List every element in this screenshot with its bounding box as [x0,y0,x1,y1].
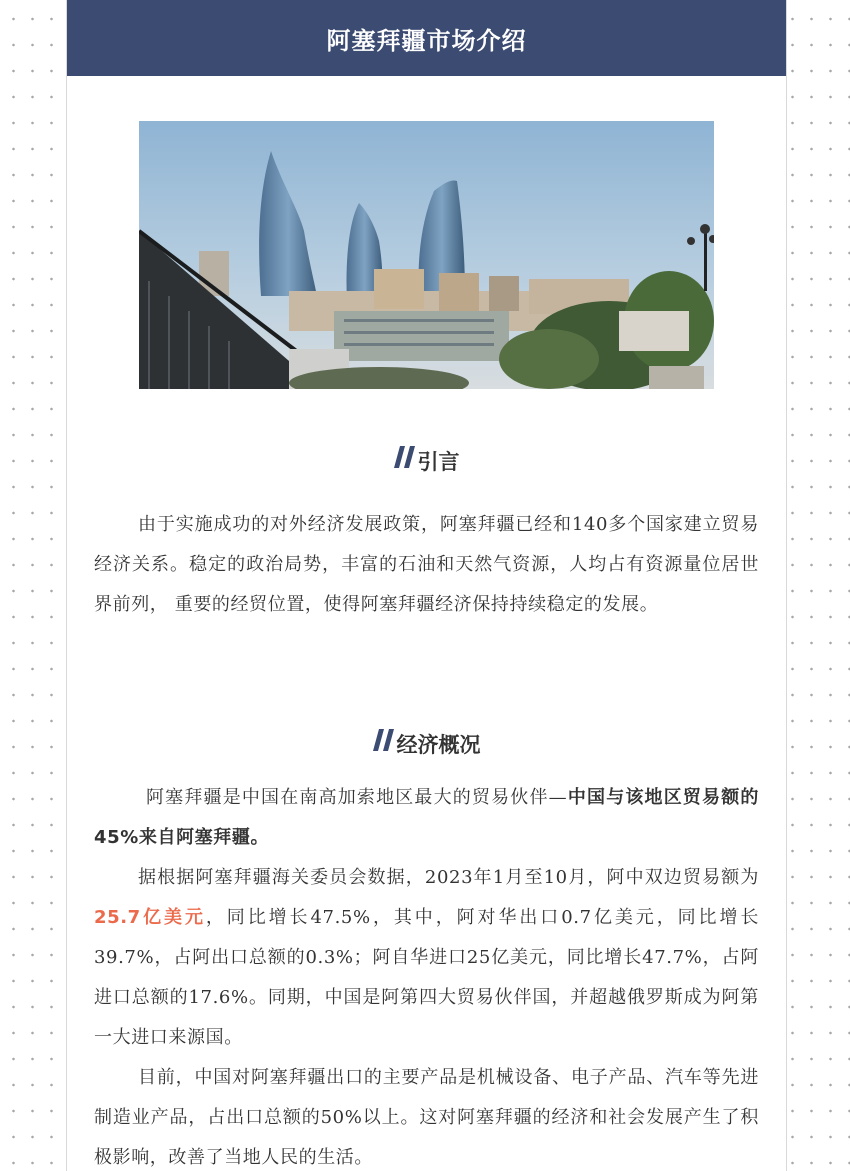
article-card [66,0,787,1171]
paragraph-text: 目前，中国对阿塞拜疆出口的主要产品是机械设备、电子产品、汽车等先进制造业产品，占出口总额的50%以上。这对阿塞拜疆的经济和社会发展产生了积极影响，改善了当地人民的生活。 [94,1067,759,1168]
trade-volume-highlight: 25.7亿美元 [94,907,206,928]
intro-paragraph [94,505,759,625]
paragraph-text: ，同比增长47.5%，其中，阿对华出口0.7亿美元，同比增长39.7%，占阿出口总额的0.3%；阿自华进口25亿美元，同比增长47.7%，占阿进口总额的17.6%。同期，中国是阿第四大贸易伙伴国，并超越俄罗斯成为阿第一大进口来源国。 [94,907,759,1048]
paragraph-text: 由于实施成功的对外经济发展政策，阿塞拜疆已经和140多个国家建立贸易经济关系。稳定的政治局势，丰富的石油和天然气资源，人均占有资源量位居世界前列， 重要的经贸位置，使得阿塞拜疆经济保持持续稳定的发展。 [94,514,759,615]
page-title: 阿塞拜疆市场介绍 [326,26,527,55]
paragraph-text: 据根据阿塞拜疆海关委员会数据，2023年1月至10月，阿中双边贸易额为 [138,867,759,888]
section-heading-economy [67,729,786,759]
economy-paragraph-3 [94,1058,759,1171]
section-heading-intro [67,446,786,476]
paragraph-bold-text: 中国与该地区贸易额的45%来自阿塞拜疆。 [94,787,760,848]
baku-skyline-photo [139,121,714,389]
economy-paragraph-1 [94,778,759,858]
economy-paragraph-2 [94,858,759,1058]
paragraph-text: 阿塞拜疆是中国在南高加索地区最大的贸易伙伴— [146,787,568,808]
header-bar [67,0,786,76]
section-title: 引言 [417,450,460,474]
section-title: 经济概况 [396,733,481,757]
double-slash-icon [373,727,395,753]
double-slash-icon [394,444,416,470]
